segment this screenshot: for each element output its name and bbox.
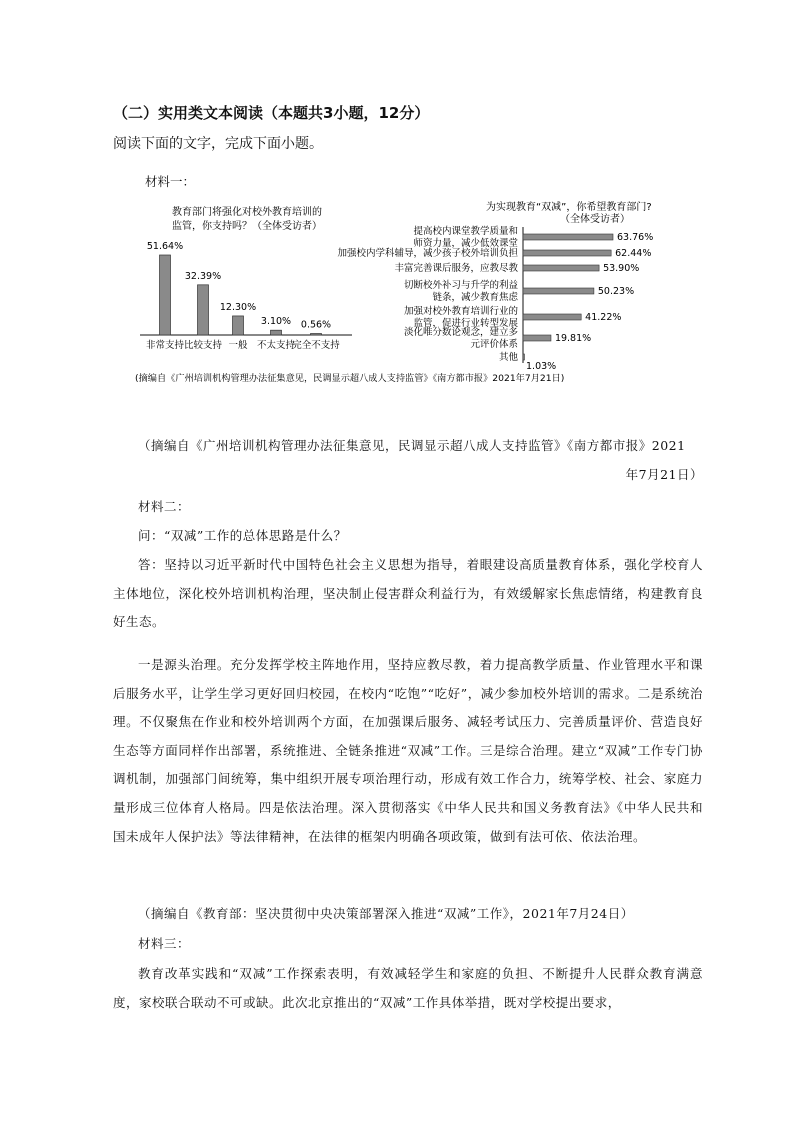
chart2-bar: [523, 314, 581, 320]
chart2-category-label: 丰富完善课后服务，应教尽教: [394, 263, 518, 274]
section-title: （二）实用类文本阅读（本题共3小题，12分）: [113, 104, 430, 122]
source1-line2: 年7月21日）: [625, 467, 703, 482]
chart1-category-label: 一般: [228, 340, 248, 351]
chart1-value-label: 51.64%: [146, 241, 184, 252]
chart2-bar: [523, 288, 594, 294]
chart1-category-label: 完全不支持: [292, 340, 340, 351]
chart2-value-label: 1.03%: [526, 361, 557, 372]
approach-paragraph: 一是源头治理。充分发挥学校主阵地作用，坚持应教尽教，着力提高教学质量、作业管理水平和课后服务水平，让学生学习更好回归校园，在校内“吃饱”“吃好”，减少参加校外培训的需求。二是系统治理。不仅聚焦在作业和校外培训两个方面，在加强课后服务、减轻考试压力、完善质量评价、营造良好生态等方面同样作出部署，系统推进、全链条推进“双减”工作。三是综合治理。建立“双减”工作专门协调机制，加强部门间统筹，集中组织开展专项治理行动，形成有效工作合力，统筹学校、社会、家庭力量形成三位体育人格局。四是依法治理。深入贯彻落实《中华人民共和国义务教育法》《中华人民共和国未成年人保护法》等法律精神，在法律的框架内明确各项政策，做到有法可依、依法治理。: [113, 657, 703, 844]
chart1-value-label: 3.10%: [260, 316, 292, 328]
paragraph3: 教育改革实践和“双减”工作探索表明，有效减轻学生和家庭的负担、不断提升人民群众教育满意度，家校联合联动不可或缺。此次北京推出的“双减”工作具体举措，既对学校提出要求，: [113, 966, 703, 1010]
chart1-category-label: 不太支持: [256, 340, 296, 351]
chart2-category-label: 师资力量，减少低效课堂: [413, 238, 518, 249]
chart2-bar: [523, 250, 611, 256]
chart1-bar: [160, 255, 171, 335]
chart2-value-label: 63.76%: [617, 232, 654, 243]
expectation-chart: [337, 200, 653, 372]
material1-label: 材料一：: [145, 174, 196, 189]
chart2-value-label: 53.90%: [603, 263, 640, 274]
question: 问：“双减”工作的总体思路是什么？: [138, 528, 347, 543]
chart2-category-label: 加强校内学科辅导，减少孩子校外培训负担: [337, 248, 518, 259]
chart2-bar: [523, 354, 524, 360]
chart2-category-label: 加强对校外教育培训行业的: [403, 306, 518, 317]
source1-line1: （摘编自《广州培训机构管理办法征集意见，民调显示超八成人支持监管》《南方都市报》2021: [138, 438, 686, 453]
support-chart: [140, 205, 352, 351]
chart2-title-line2: （全体受访者）: [560, 214, 630, 225]
answer-paragraph: 答：坚持以习近平新时代中国特色社会主义思想为指导，着眼建设高质量教育体系，强化学校育人主体地位，深化校外培训机构治理，坚决制止侵害群众利益行为，有效缓解家长焦虑情绪，构建教育良好生态。: [113, 557, 703, 630]
chart2-category-label: 其他: [498, 352, 518, 363]
source1: [113, 432, 703, 461]
chart2-category-label: 元评价体系: [470, 339, 518, 350]
chart2-value-label: 50.23%: [597, 286, 635, 297]
chart2-category-label: 链条，减少教育焦虑: [432, 292, 518, 303]
chart1-bar: [233, 316, 244, 335]
source2: （摘编自《教育部：坚决贯彻中央决策部署深入推进“双减”工作》，2021年7月24日）: [138, 906, 634, 921]
chart1-category-label: 非常支持: [145, 340, 185, 351]
chart2-category-label: 监管，促进行业转型发展: [413, 318, 518, 329]
chart2-value-label: 62.44%: [615, 248, 652, 259]
chart2-category-label: 提高校内课堂教学质量和: [413, 226, 518, 237]
chart2-category-label: 切断校外补习与升学的利益: [403, 280, 518, 291]
material2-label: 材料二：: [138, 499, 191, 514]
chart1-value-label: 32.39%: [184, 270, 222, 282]
chart2-category-label: 淡化唯分数论观念，建立多: [403, 327, 518, 338]
chart1-title-line2: 监管，你支持吗？（全体受访者）: [172, 221, 322, 232]
chart2-bar: [523, 265, 599, 271]
material3-label: 材料三：: [138, 936, 191, 951]
chart1-title-line1: 教育部门将强化对校外教育培训的: [172, 207, 322, 218]
chart1-value-label: 0.56%: [300, 319, 332, 331]
chart2-value-label: 19.81%: [554, 333, 592, 344]
chart1-category-label: 比较支持: [183, 340, 223, 351]
chart1-bar: [311, 334, 322, 336]
chart2-value-label: 41.22%: [585, 312, 622, 323]
survey-charts: [120, 195, 710, 390]
chart2-bar: [523, 335, 551, 341]
chart1-bar: [271, 330, 282, 335]
chart2-bar: [523, 234, 613, 240]
chart1-value-label: 12.30%: [219, 301, 257, 313]
chart-source: (摘编自《广州培训机构管理办法征集意见，民调显示超八成人支持监管》《南方都市报》2021年7月21日): [135, 373, 565, 384]
chart2-title-line1: 为实现教育“双减”，你希望教育部门?: [486, 202, 652, 213]
instruction: 阅读下面的文字，完成下面小题。: [113, 136, 323, 152]
chart1-bar: [198, 285, 209, 335]
